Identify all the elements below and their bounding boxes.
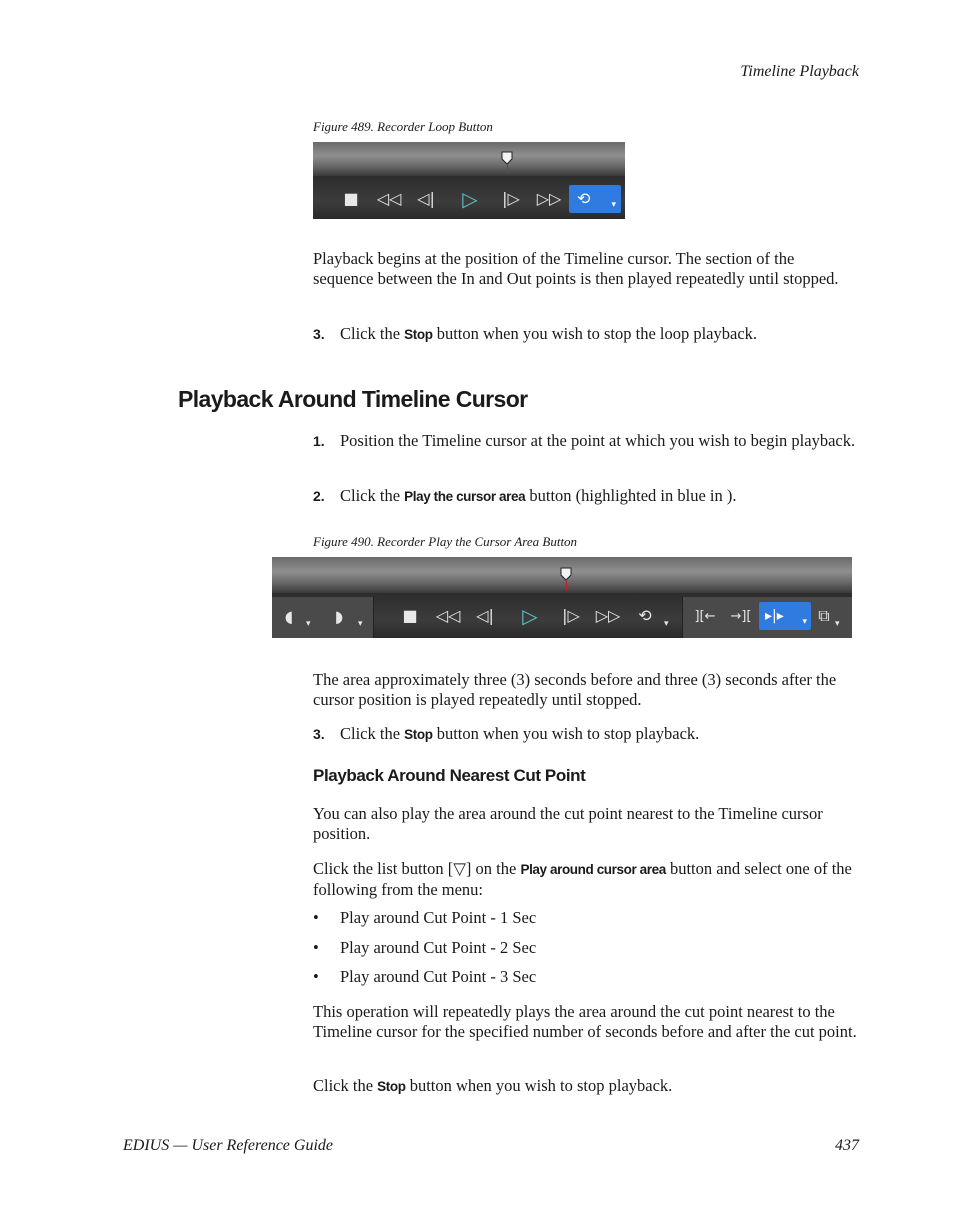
rewind-icon[interactable]: ◁◁ — [435, 606, 461, 625]
chevron-down-icon[interactable]: ▾ — [835, 619, 840, 629]
stop-button-label: Stop — [404, 327, 433, 342]
step-back-icon[interactable]: ◁| — [476, 606, 494, 625]
timeline-scrub-strip[interactable] — [313, 142, 625, 176]
play-cursor-area-button[interactable] — [759, 602, 811, 630]
fast-forward-icon[interactable]: ▷▷ — [536, 189, 562, 208]
timeline-cursor-icon[interactable] — [501, 151, 513, 165]
chevron-down-icon[interactable]: ▾ — [358, 619, 363, 629]
subsection-heading: Playback Around Nearest Cut Point — [313, 766, 586, 785]
play-cursor-area-icon: ▸|▸ — [765, 608, 784, 624]
jump-to-out-icon[interactable]: →][ — [730, 608, 752, 624]
chevron-down-icon[interactable]: ▾ — [802, 617, 807, 627]
recorder-full-bar — [272, 557, 852, 638]
set-out-icon[interactable]: ◗ — [334, 607, 344, 626]
step-number: 1. — [313, 433, 325, 449]
rewind-icon[interactable]: ◁◁ — [376, 189, 402, 208]
stop-icon[interactable]: ■ — [402, 606, 418, 625]
play-around-cursor-area-label: Play around cursor area — [520, 862, 666, 877]
paragraph-cut-point-intro: You can also play the area around the cut point nearest to the Timeline cursor position. — [313, 804, 823, 843]
list-item: • Play around Cut Point - 3 Sec — [313, 967, 537, 986]
figure-490-caption: Figure 490. Recorder Play the Cursor Area Button — [313, 534, 578, 549]
play-icon[interactable]: ▷ — [462, 187, 478, 211]
page-number: 437 — [835, 1137, 859, 1154]
step-back-icon[interactable]: ◁| — [417, 189, 435, 208]
timeline-cursor-icon[interactable] — [560, 567, 572, 581]
footer-guide-title: EDIUS — User Reference Guide — [123, 1137, 334, 1154]
play-icon[interactable]: ▷ — [522, 604, 538, 628]
figure-489-caption: Figure 489. Recorder Loop Button — [313, 119, 493, 134]
stop-button-label: Stop — [377, 1079, 406, 1094]
output-icon[interactable]: ⧉ — [818, 606, 830, 625]
play-cursor-area-label: Play the cursor area — [404, 489, 526, 504]
loop-icon: ⟲ — [577, 189, 591, 208]
cursor-line — [566, 581, 567, 591]
cursor-line — [507, 165, 508, 174]
fast-forward-icon[interactable]: ▷▷ — [595, 606, 621, 625]
set-in-icon[interactable]: ◖ — [284, 607, 294, 626]
chevron-down-icon[interactable]: ▾ — [306, 619, 311, 629]
chevron-down-icon[interactable]: ▾ — [611, 200, 616, 210]
chevron-down-icon[interactable]: ▾ — [664, 619, 669, 629]
step-3-stop-playback: 3. Click the Stop button when you wish to stop playback. — [313, 724, 700, 743]
bullet-icon: • — [313, 967, 319, 986]
step-3-stop-loop: 3. Click the Stop button when you wish to stop the loop playback. — [313, 324, 758, 343]
list-item: • Play around Cut Point - 1 Sec — [313, 908, 537, 927]
step-number: 3. — [313, 726, 325, 742]
bullet-icon: • — [313, 938, 319, 957]
paragraph-area-description: The area approximately three (3) seconds before and three (3) seconds after the cursor position is played repeatedly until stopped. — [313, 670, 837, 709]
step-forward-icon[interactable]: |▷ — [502, 189, 520, 208]
list-item: • Play around Cut Point - 2 Sec — [313, 938, 537, 957]
paragraph-list-button: Click the list button [▽] on the Play around cursor area button and select one of the following from the menu: — [313, 859, 852, 899]
loop-icon[interactable]: ⟲ — [638, 606, 652, 625]
stop-button-label: Stop — [404, 727, 433, 742]
jump-to-in-icon[interactable]: ][← — [694, 608, 716, 624]
running-header: Timeline Playback — [740, 63, 859, 80]
step-number: 3. — [313, 326, 325, 342]
step-forward-icon[interactable]: |▷ — [562, 606, 580, 625]
bullet-icon: • — [313, 908, 319, 927]
recorder-loop-bar — [313, 142, 625, 219]
step-number: 2. — [313, 488, 325, 504]
stop-icon[interactable]: ■ — [343, 189, 359, 208]
paragraph-stop-instruction: Click the Stop button when you wish to stop playback. — [313, 1076, 673, 1095]
step-2-play-cursor-area: 2. Click the Play the cursor area button (highlighted in blue in ). — [313, 486, 737, 505]
step-1-position-cursor: 1. Position the Timeline cursor at the point at which you wish to begin playback. — [313, 431, 856, 450]
section-heading: Playback Around Timeline Cursor — [178, 386, 528, 412]
loop-button[interactable] — [569, 185, 621, 213]
paragraph-loop-description: Playback begins at the position of the Timeline cursor. The section of the sequence between the In and Out points is then played repeatedly until stopped. — [313, 249, 839, 288]
paragraph-operation-description: This operation will repeatedly plays the area around the cut point nearest to the Timeline cursor for the specified number of seconds before and after the cut point. — [313, 1002, 857, 1041]
